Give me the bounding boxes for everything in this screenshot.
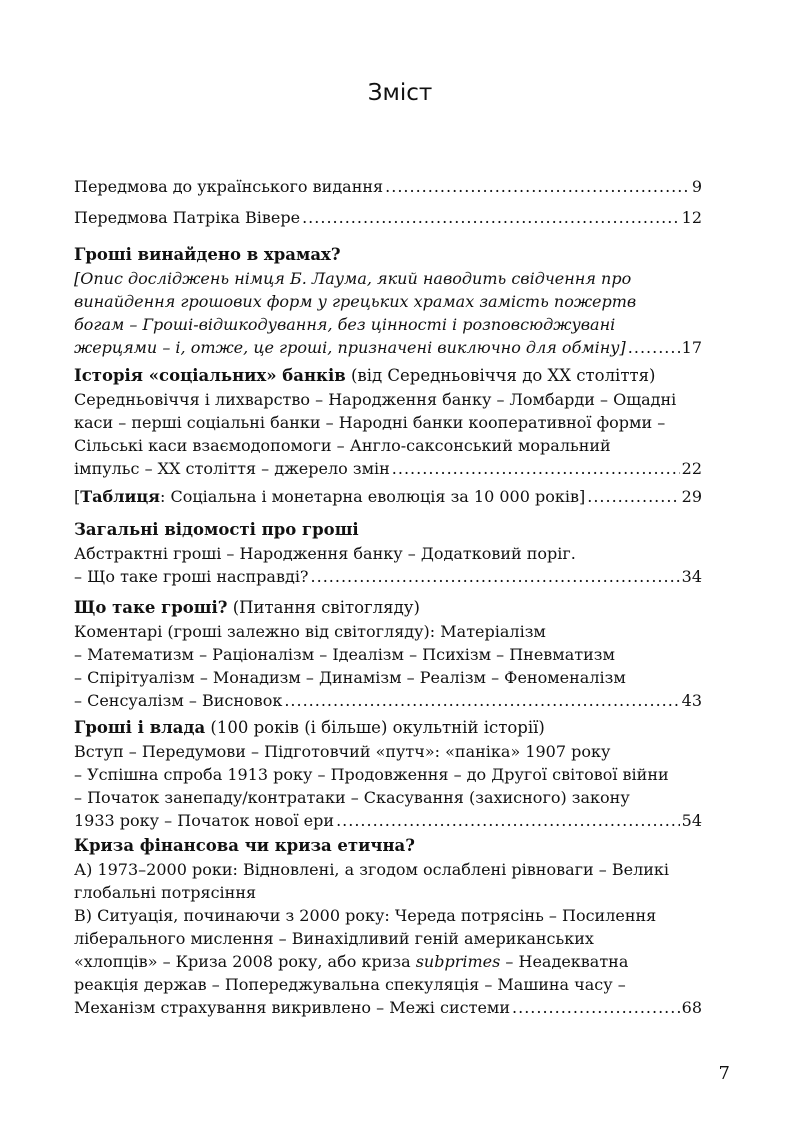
leader-dots (587, 485, 679, 508)
leader-dots (302, 206, 680, 229)
toc-page-number: 17 (681, 338, 702, 357)
toc-page-number: 12 (681, 208, 702, 227)
section-heading: Гроші винайдено в храмах? (74, 245, 341, 264)
leader-dots (385, 175, 690, 198)
leader-dots (336, 809, 680, 832)
page-title: Зміст (367, 80, 433, 106)
section-last-line: імпульс – XX століття – джерело змін (74, 459, 390, 478)
section-heading: Загальні відомості про гроші (74, 520, 359, 539)
leader-dots (392, 457, 680, 480)
toc-section-social-banks[interactable] (74, 364, 702, 480)
section-last-line: 1933 року – Початок нової ери (74, 811, 335, 830)
section-line: Сільські каси взаємодопомоги – Англо-саксонський моральний (74, 436, 611, 455)
toc-page-number: 54 (681, 811, 702, 830)
toc-page-number: 22 (681, 459, 702, 478)
section-line: – Успішна спроба 1913 року – Продовження – до Другої світової війни (74, 765, 669, 784)
section-last-line: Механізм страхування викривлено – Межі системи (74, 998, 511, 1017)
toc-section-crisis[interactable] (74, 834, 702, 1019)
toc-entry-text: Передмова Патріка Вівере (74, 208, 301, 227)
toc-section-money-power[interactable] (74, 716, 702, 832)
section-line: винайдення грошових форм у грецьких храмах замість пожертв (74, 292, 637, 311)
toc-section-what-is-money[interactable] (74, 596, 702, 712)
section-line: [Опис досліджень німця Б. Лаума, який наводить свідчення про (74, 269, 632, 288)
leader-dots (311, 565, 680, 588)
toc-page-number: 9 (691, 177, 702, 196)
toc-section-money-overview[interactable] (74, 518, 702, 588)
toc-page-number: 43 (681, 691, 702, 710)
leader-dots (512, 996, 680, 1019)
section-line: Середньовіччя і лихварство – Народження банку – Ломбарди – Ощадні (74, 390, 677, 409)
section-line: Коментарі (гроші залежно від світогляду): Матеріалізм (74, 622, 546, 641)
toc-page-number: 68 (681, 998, 702, 1017)
page-number: 7 (718, 1063, 730, 1084)
leader-dots (284, 689, 679, 712)
section-line: реакція держав – Попереджувальна спекуляція – Машина часу – (74, 975, 626, 994)
section-line: – Початок занепаду/контратаки – Скасування (захисного) закону (74, 788, 630, 807)
section-last-line: жерцями – і, отже, це гроші, призначені виключно для обміну] (74, 338, 626, 357)
section-last-line: – Що таке гроші насправді? (74, 567, 309, 586)
section-last-line: – Сенсуалізм – Висновок (74, 691, 283, 710)
section-line-subprimes: «хлопців» – Криза 2008 року, або криза subprimes – Неадекватна (74, 952, 629, 971)
section-line: В) Ситуація, починаючи з 2000 року: Череда потрясінь – Посилення (74, 906, 657, 925)
toc-page-number: 29 (681, 487, 702, 506)
toc-page-number: 34 (681, 567, 702, 586)
section-line: Абстрактні гроші – Народження банку – Додатковий поріг. (74, 544, 576, 563)
section-line: богам – Гроші-відшкодування, без цінності і розповсюджувані (74, 315, 616, 334)
section-heading: Що таке гроші? (Питання світогляду) (74, 598, 420, 617)
section-heading: Гроші і влада (100 років (і більше) окультній історії) (74, 718, 545, 737)
section-line: глобальні потрясіння (74, 883, 257, 902)
section-line: ліберального мислення – Винахідливий геній американських (74, 929, 594, 948)
toc-entry-preface-ukrainian[interactable] (74, 175, 702, 198)
section-heading: Історія «соціальних» банків (від Середньовіччя до XX століття) (74, 366, 656, 385)
leader-dots (628, 336, 680, 359)
section-line: А) 1973–2000 роки: Відновлені, а згодом ослаблені рівноваги – Великі (74, 860, 670, 879)
section-line: – Спірітуалізм – Монадизм – Динамізм – Реалізм – Феноменалізм (74, 668, 626, 687)
section-line: Вступ – Передумови – Підготовчий «путч»: «паніка» 1907 року (74, 742, 611, 761)
toc-entry-preface-viveret[interactable] (74, 206, 702, 229)
section-heading: Криза фінансова чи криза етична? (74, 836, 415, 855)
table-entry-text: [Таблиця: Соціальна і монетарна еволюція за 10 000 років] (74, 487, 586, 506)
section-line: – Математизм – Раціоналізм – Ідеалізм – Психізм – Пневматизм (74, 645, 615, 664)
toc-section-temples[interactable] (74, 243, 702, 359)
toc-entry-text: Передмова до українського видання (74, 177, 384, 196)
section-line: каси – перші соціальні банки – Народні банки кооперативної форми – (74, 413, 666, 432)
toc-entry-table[interactable] (74, 485, 702, 508)
